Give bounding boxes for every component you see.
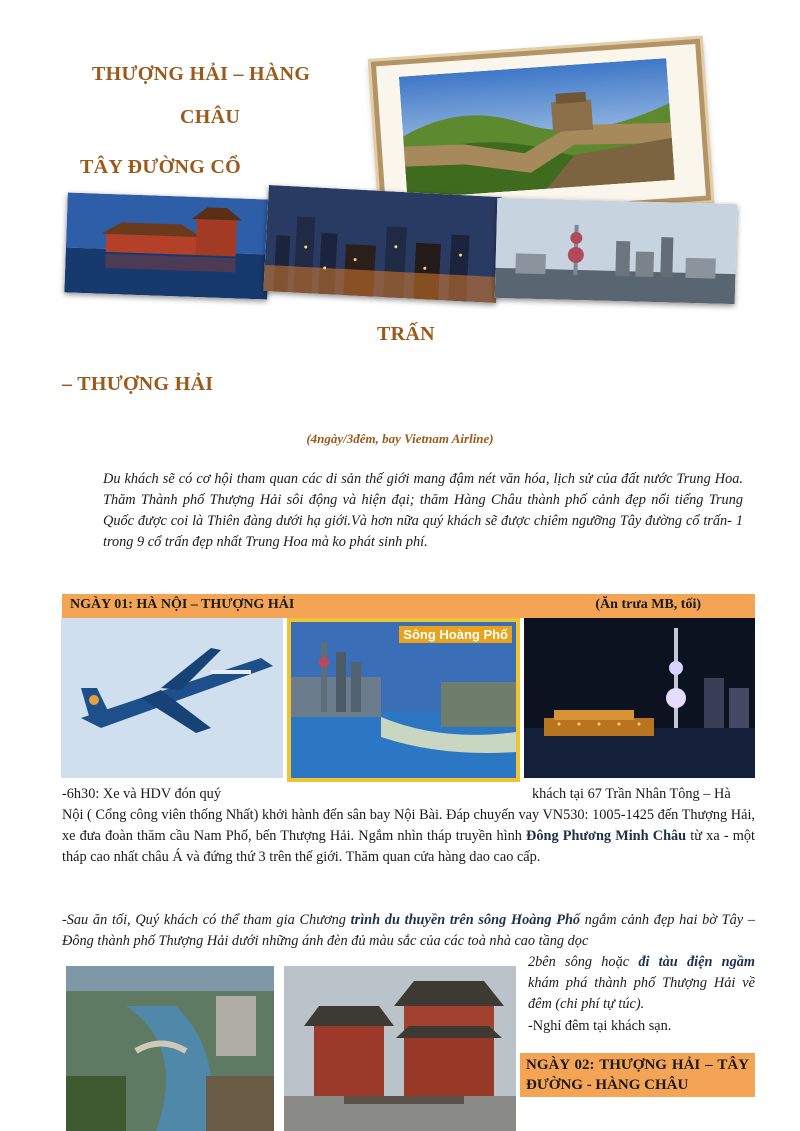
pudong-skyline-photo bbox=[495, 198, 738, 304]
hangzhou-canal-photo bbox=[66, 966, 274, 1131]
day1-p1-end: từ xa - một tháp cao nhất châu Á và đứng thứ 3 trên thế giới. Thăm quan cửa hàng dao cao cấp. bbox=[62, 828, 755, 865]
title-line-4: TRẤN bbox=[377, 323, 435, 345]
day1-p2-c: 2bên sông hoặc bbox=[528, 954, 639, 970]
day1-title: NGÀY 01: HÀ NỘI – THƯỢNG HẢI bbox=[70, 597, 295, 612]
shanghai-night-photo bbox=[263, 185, 501, 303]
intro-paragraph: Du khách sẽ có cơ hội tham quan các di sản thế giới mang đậm nét văn hóa, lịch sử của đất nước Trung Hoa. Thăm Thành phố Thượng Hải sôi động và hiện đại; thăm Hàng Châu thành phố cảnh đẹp nổi tiếng Trung Quốc được coi là Thiên đàng dưới hạ giới.Và hơn nữa quý khách sẽ được chiêm ngưỡng Tây đường cổ trấn- 1 trong 9 cổ trấn đẹp nhất Trung Hoa mà ko phát sinh phí. bbox=[103, 471, 743, 550]
day1-header-band bbox=[62, 594, 755, 618]
day1-p1-first-line bbox=[62, 784, 755, 805]
tour-duration-subtitle: (4ngày/3đêm, bay Vietnam Airline) bbox=[306, 431, 494, 446]
day1-p2-bold1: trình du thuyền trên sông Hoàng Phố bbox=[350, 912, 581, 928]
day1-p1-left: -6h30: Xe và HDV đón quý bbox=[62, 786, 221, 802]
day1-p3: -Nghỉ đêm tại khách sạn. bbox=[528, 1018, 672, 1034]
day1-p2-cont bbox=[528, 952, 755, 1015]
day1-p1-right: khách tại 67 Trần Nhân Tông – Hà bbox=[532, 786, 731, 802]
title-line-3: TÂY ĐƯỜNG CỔ bbox=[80, 156, 242, 178]
oriental-pearl-night-photo bbox=[524, 618, 755, 778]
day1-p2-a: -Sau ăn tối, Quý khách có thể tham gia Chương bbox=[62, 912, 351, 928]
day1-p2-bold2: đi tàu điện ngầm bbox=[638, 954, 755, 970]
day1-meals: (Ăn trưa MB, tối) bbox=[595, 597, 701, 612]
title-line-5: – THƯỢNG HẢI bbox=[62, 373, 214, 395]
day1-p1-rest bbox=[62, 805, 755, 868]
great-wall-photo bbox=[399, 58, 675, 198]
day1-p2-b: ngắm cảnh đẹp hai bờ Tây – Đông thành phố Thượng Hải dưới những ánh đèn đủ màu sắc của các toà nhà cao tầng dọc bbox=[62, 912, 756, 949]
huangpu-river-photo bbox=[287, 618, 520, 782]
day2-header-band: NGÀY 02: THƯỢNG HẢI – TÂY ĐƯỜNG - HÀNG CHÂU bbox=[520, 1053, 755, 1097]
day1-p1-bold: Đông Phương Minh Châu bbox=[526, 828, 687, 844]
title-line-1: THƯỢNG HẢI – HÀNG bbox=[92, 63, 311, 85]
airplane-photo bbox=[61, 618, 283, 778]
chinese-temple-photo bbox=[284, 966, 516, 1131]
forbidden-city-photo bbox=[64, 192, 270, 299]
day1-p2 bbox=[62, 910, 755, 952]
day1-p2-d: khám phá thành phố Thượng Hải về đêm (chi phí tự túc). bbox=[528, 975, 755, 1012]
huangpu-caption: Sông Hoàng Phố bbox=[399, 626, 512, 643]
title-line-2: CHÂU bbox=[180, 106, 241, 128]
day1-p1-text: Nội ( Cổng công viên thống Nhất) khởi hành đến sân bay Nội Bài. Đáp chuyến vay VN530: 1005-1425 đến Thượng Hải, xe đưa đoàn thăm cầu Nam Phố, bến Thượng Hải. Ngắm nhìn tháp truyền hình bbox=[62, 807, 755, 844]
